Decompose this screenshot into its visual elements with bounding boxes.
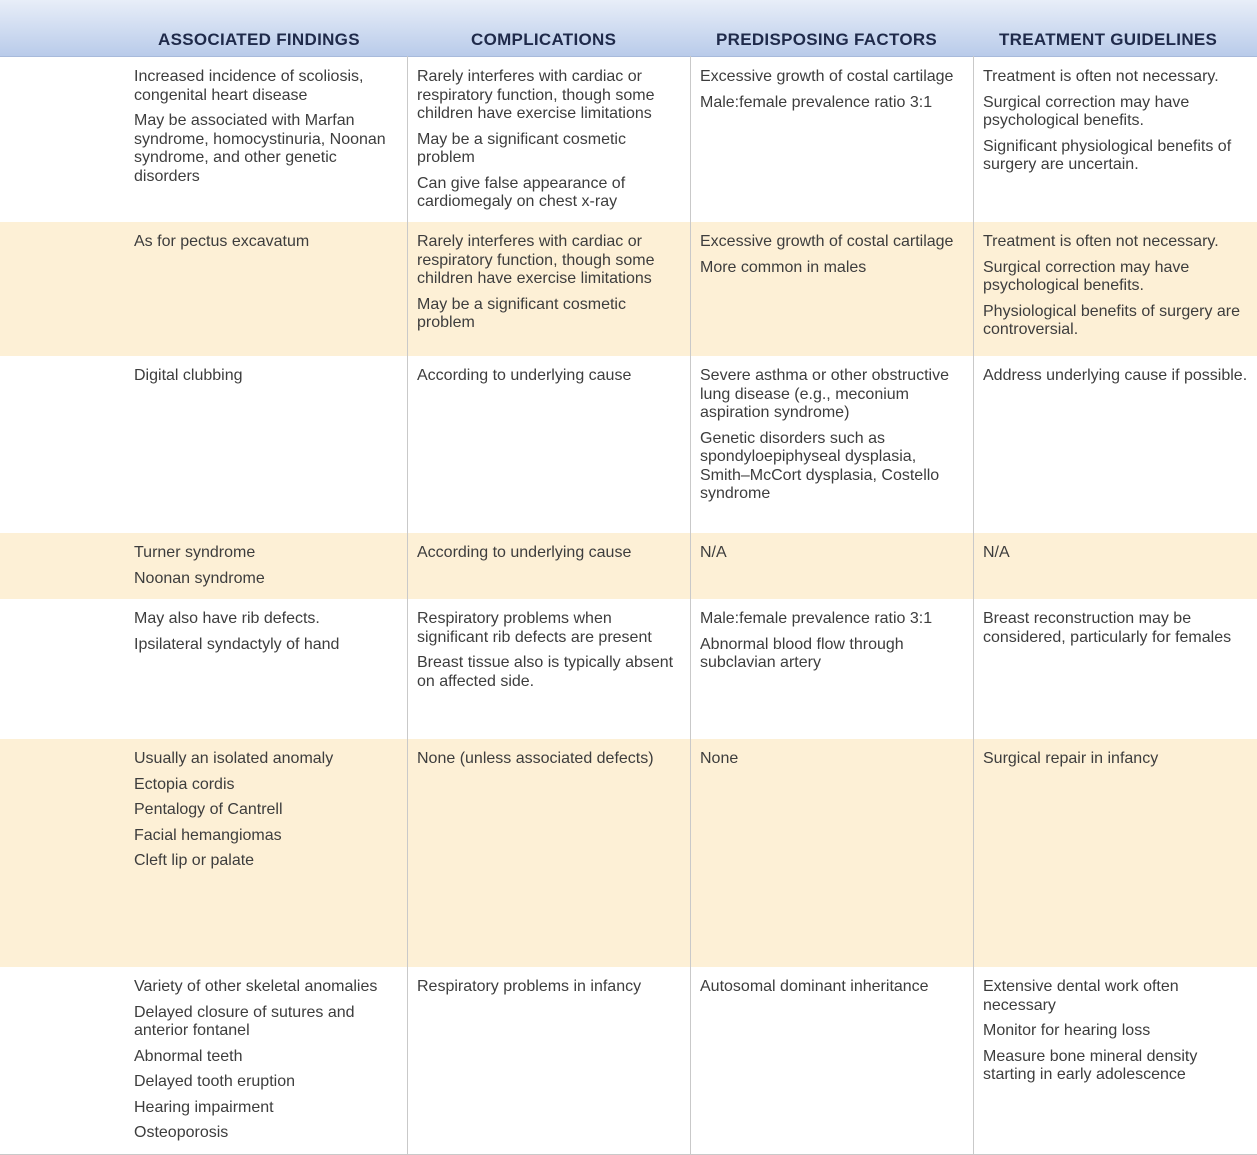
header-predisposing-factors: PREDISPOSING FACTORS xyxy=(716,30,938,49)
cell-complications xyxy=(417,750,685,776)
cell-paragraph: Genetic disorders such as spondyloepiphyseal dysplasia, Smith–McCort dysplasia, Costello syndrome xyxy=(700,429,940,502)
cell-paragraph: May be a significant cosmetic problem xyxy=(417,295,626,331)
cell-treatment-guidelines xyxy=(983,978,1251,1092)
cell-paragraph: May be a significant cosmetic problem xyxy=(417,130,626,166)
cell-paragraph: Male:female prevalence ratio 3:1 xyxy=(700,93,933,111)
cell-paragraph: Abnormal teeth xyxy=(134,1047,243,1065)
header-associated-findings: ASSOCIATED FINDINGS xyxy=(158,30,360,49)
cell-predisposing-factors xyxy=(700,367,968,511)
cell-predisposing-factors xyxy=(700,544,968,570)
header-treatment-guidelines: TREATMENT GUIDELINES xyxy=(999,30,1218,49)
cell-paragraph: More common in males xyxy=(700,258,867,276)
cell-paragraph: According to underlying cause xyxy=(417,544,632,561)
table-row xyxy=(0,222,1257,357)
cell-paragraph: Cleft lip or palate xyxy=(134,852,255,869)
cell-associated-findings xyxy=(134,367,402,393)
cell-paragraph: Can give false appearance of cardiomegaly on chest x-ray xyxy=(417,174,626,210)
cell-treatment-guidelines xyxy=(983,367,1251,393)
table-header xyxy=(0,0,1257,57)
cell-paragraph: Hearing impairment xyxy=(134,1098,274,1116)
cell-paragraph: May also have rib defects. xyxy=(134,610,320,627)
cell-paragraph: Breast tissue also is typically absent on affected side. xyxy=(417,654,674,690)
cell-complications xyxy=(417,68,685,219)
cell-treatment-guidelines xyxy=(983,750,1251,776)
cell-paragraph: Physiological benefits of surgery are controversial. xyxy=(983,302,1241,338)
cell-paragraph: None (unless associated defects) xyxy=(417,750,654,767)
cell-paragraph: Male:female prevalence ratio 3:1 xyxy=(700,610,933,627)
cell-paragraph: Surgical repair in infancy xyxy=(983,750,1159,767)
cell-paragraph: Turner syndrome xyxy=(134,544,256,561)
cell-paragraph: Respiratory problems in infancy xyxy=(417,978,642,995)
cell-paragraph: Measure bone mineral density starting in early adolescence xyxy=(983,1047,1198,1083)
cell-complications xyxy=(417,610,685,698)
header-complications: COMPLICATIONS xyxy=(471,30,617,49)
cell-paragraph: Surgical correction may have psychological benefits. xyxy=(983,258,1190,294)
cell-paragraph: Severe asthma or other obstructive lung disease (e.g., meconium aspiration syndrome) xyxy=(700,367,950,421)
cell-paragraph: Respiratory problems when significant rib defects are present xyxy=(417,610,652,646)
cell-complications xyxy=(417,978,685,1004)
cell-predisposing-factors xyxy=(700,978,968,1004)
cell-paragraph: Rarely interferes with cardiac or respiratory function, though some children have exercise limitations xyxy=(417,233,655,287)
cell-predisposing-factors xyxy=(700,610,968,680)
cell-complications xyxy=(417,233,685,340)
cell-paragraph: Abnormal blood flow through subclavian artery xyxy=(700,635,904,671)
cell-predisposing-factors xyxy=(700,233,968,284)
cell-paragraph: Ipsilateral syndactyly of hand xyxy=(134,635,340,653)
cell-paragraph: Excessive growth of costal cartilage xyxy=(700,233,954,250)
cell-paragraph: Facial hemangiomas xyxy=(134,826,282,844)
table-row xyxy=(0,57,1257,223)
cell-treatment-guidelines xyxy=(983,544,1251,570)
cell-paragraph: Excessive growth of costal cartilage xyxy=(700,68,954,85)
cell-paragraph: Osteoporosis xyxy=(134,1124,229,1141)
cell-treatment-guidelines xyxy=(983,68,1251,182)
cell-predisposing-factors xyxy=(700,68,968,119)
cell-treatment-guidelines xyxy=(983,610,1251,654)
cell-predisposing-factors xyxy=(700,750,968,776)
cell-paragraph: Digital clubbing xyxy=(134,367,243,384)
cell-paragraph: Noonan syndrome xyxy=(134,569,265,587)
cell-associated-findings xyxy=(134,750,402,878)
cell-paragraph: N/A xyxy=(983,544,1010,561)
cell-associated-findings xyxy=(134,978,402,1150)
cell-associated-findings xyxy=(134,610,402,661)
cell-paragraph: May be associated with Marfan syndrome, homocystinuria, Noonan syndrome, and other genetic disorders xyxy=(134,112,386,185)
column-divider xyxy=(973,56,974,1154)
column-divider xyxy=(690,56,691,1154)
cell-paragraph: Autosomal dominant inheritance xyxy=(700,978,929,995)
cell-paragraph: Rarely interferes with cardiac or respiratory function, though some children have exercise limitations xyxy=(417,68,655,122)
cell-paragraph: Surgical correction may have psychological benefits. xyxy=(983,93,1190,129)
cell-paragraph: Ectopia cordis xyxy=(134,775,235,793)
cell-paragraph: Delayed closure of sutures and anterior fontanel xyxy=(134,1003,355,1039)
cell-associated-findings xyxy=(134,544,402,595)
cell-associated-findings xyxy=(134,233,402,259)
cell-paragraph: Extensive dental work often necessary xyxy=(983,978,1179,1014)
cell-paragraph: As for pectus excavatum xyxy=(134,233,310,250)
cell-paragraph: Usually an isolated anomaly xyxy=(134,750,334,767)
cell-paragraph: Treatment is often not necessary. xyxy=(983,233,1219,250)
cell-complications xyxy=(417,367,685,393)
cell-paragraph: Address underlying cause if possible. xyxy=(983,367,1248,384)
cell-paragraph: Variety of other skeletal anomalies xyxy=(134,978,378,995)
table-row xyxy=(0,356,1257,534)
table-row xyxy=(0,967,1257,1155)
table-row xyxy=(0,533,1257,600)
cell-paragraph: Treatment is often not necessary. xyxy=(983,68,1219,85)
cell-paragraph: Breast reconstruction may be considered, particularly for females xyxy=(983,610,1232,646)
cell-paragraph: Increased incidence of scoliosis, congenital heart disease xyxy=(134,68,364,104)
cell-paragraph: According to underlying cause xyxy=(417,367,632,384)
column-divider xyxy=(407,56,408,1154)
cell-paragraph: Pentalogy of Cantrell xyxy=(134,801,283,818)
cell-associated-findings xyxy=(134,68,402,193)
cell-complications xyxy=(417,544,685,570)
table-row xyxy=(0,739,1257,968)
cell-paragraph: Significant physiological benefits of surgery are uncertain. xyxy=(983,137,1232,173)
cell-paragraph: Monitor for hearing loss xyxy=(983,1022,1151,1039)
table-row xyxy=(0,599,1257,740)
cell-paragraph: Delayed tooth eruption xyxy=(134,1073,295,1090)
cell-paragraph: N/A xyxy=(700,544,727,561)
cell-paragraph: None xyxy=(700,750,739,767)
cell-treatment-guidelines xyxy=(983,233,1251,347)
